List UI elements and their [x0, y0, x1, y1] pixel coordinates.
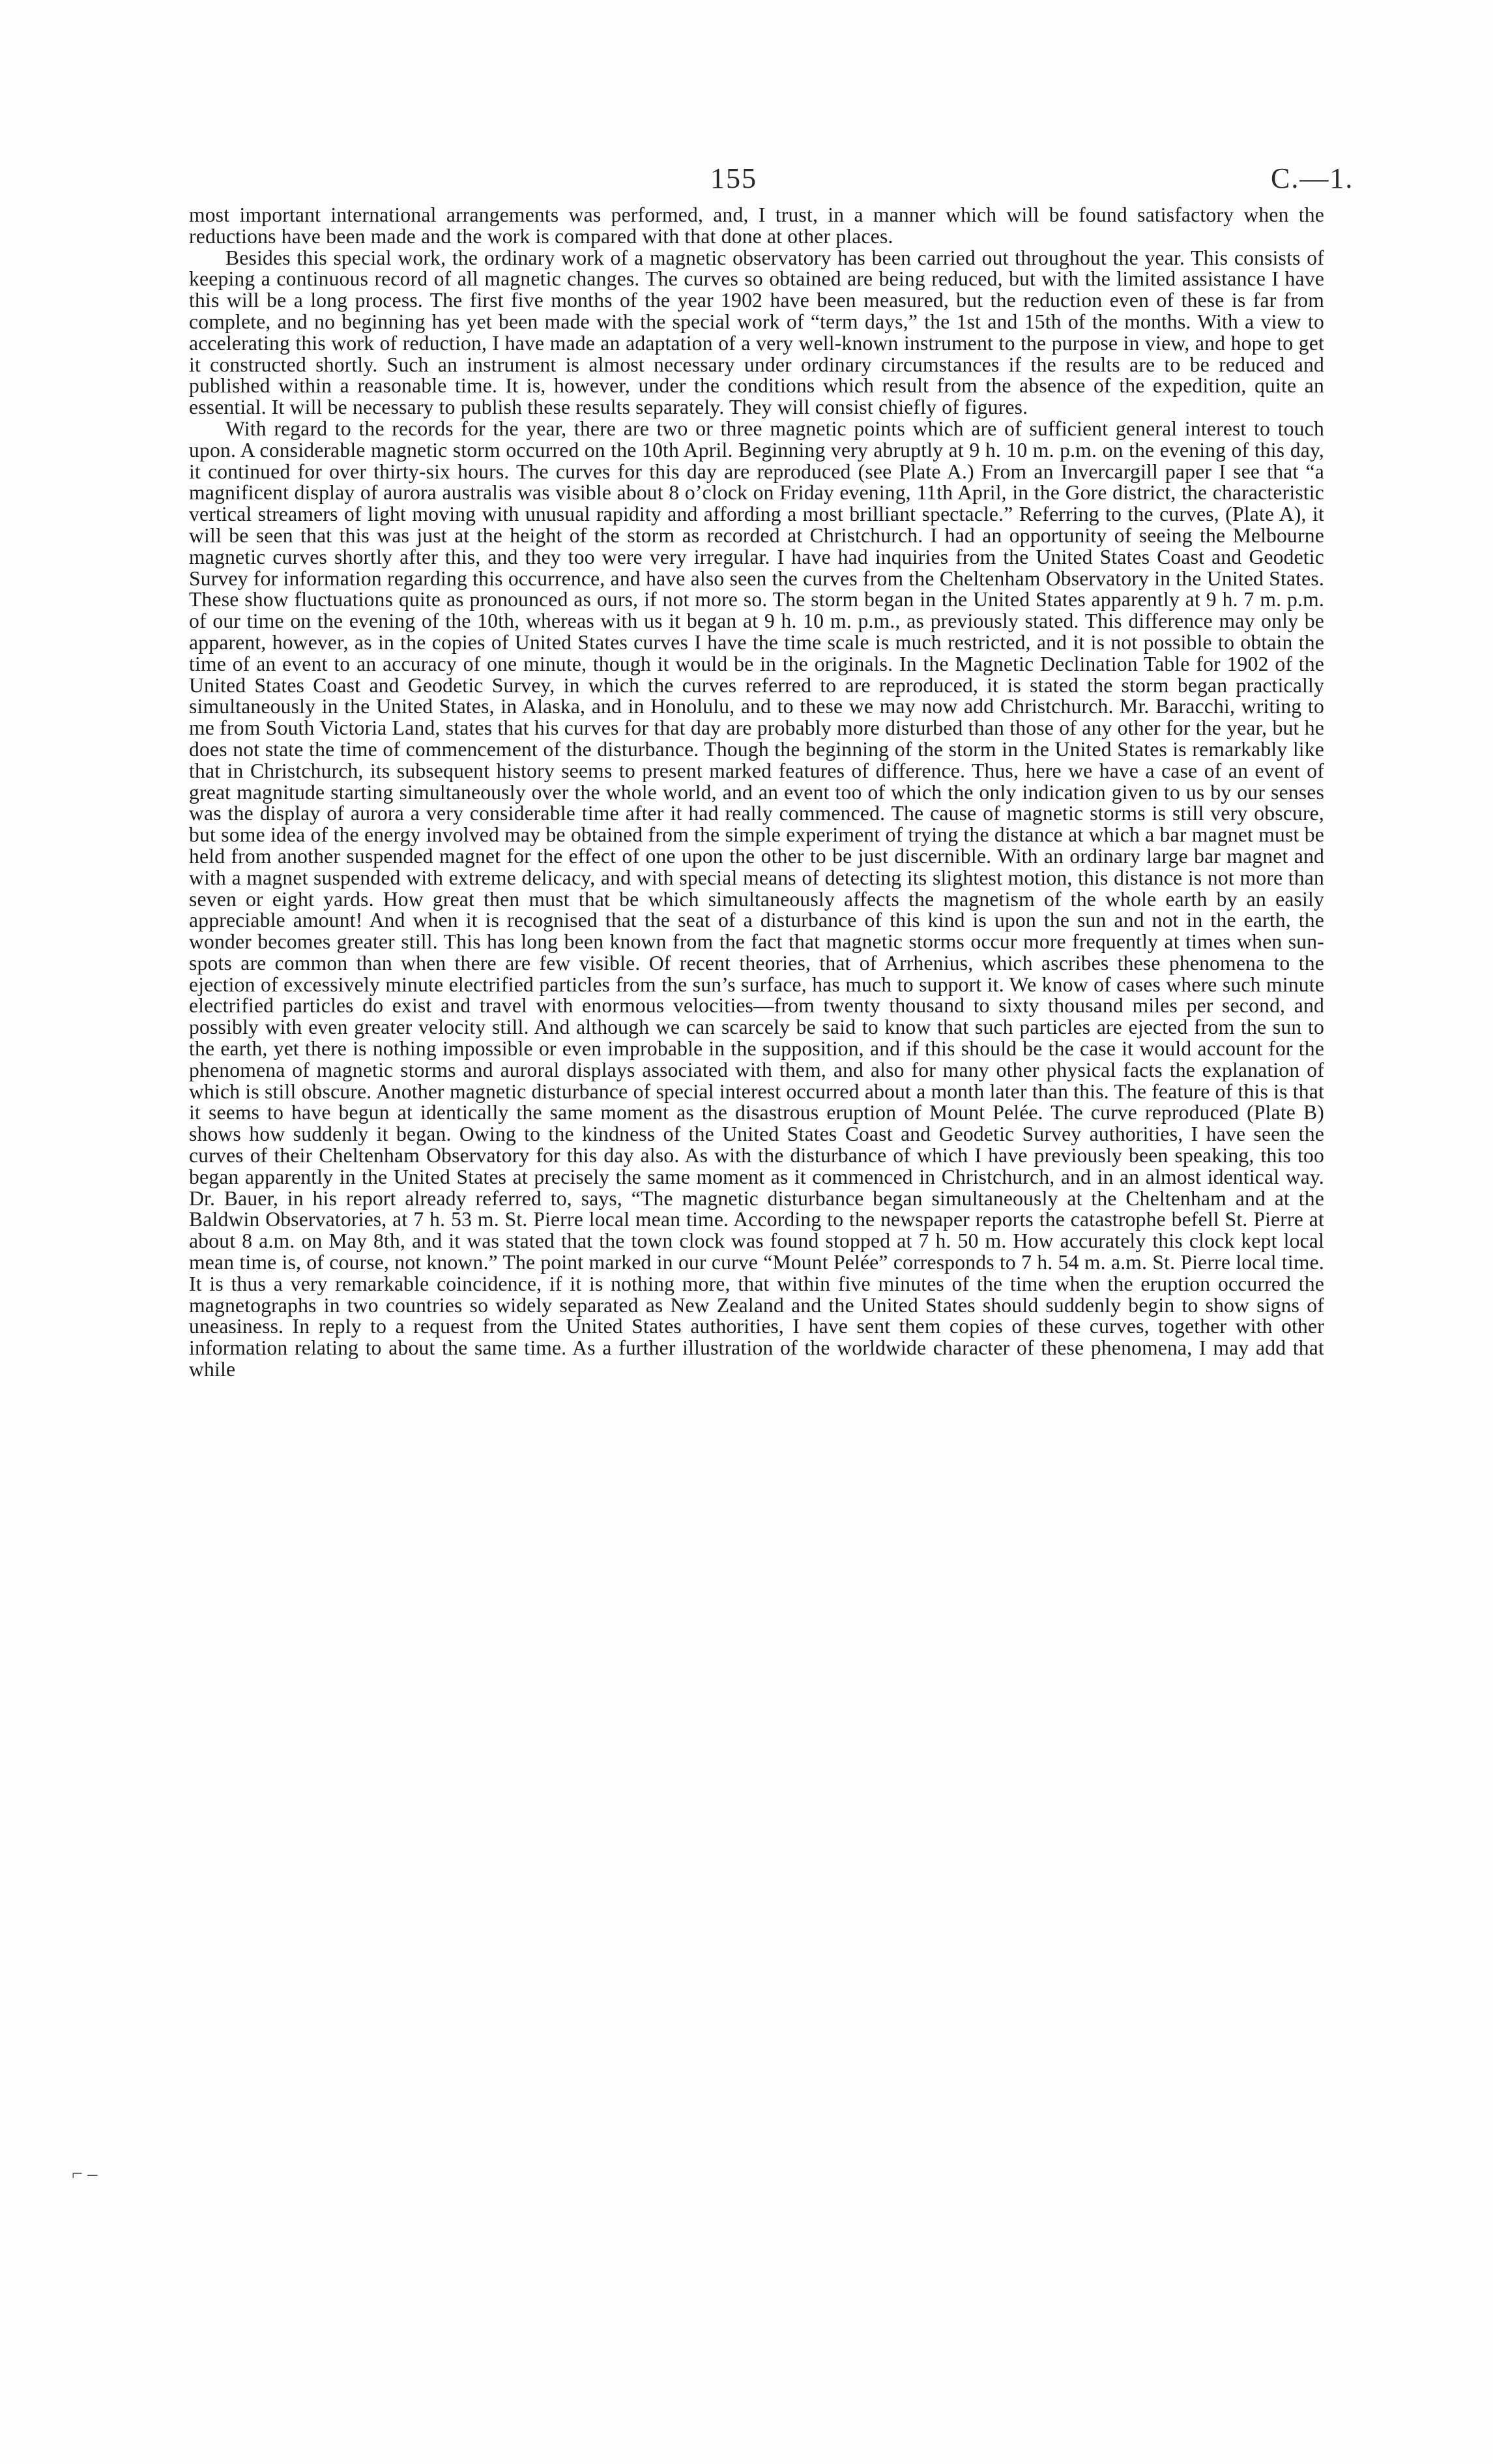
body-text — [189, 205, 1324, 1381]
paragraph-magnetic-storms: With regard to the records for the year, there are two or three magnetic points which are of sufficient general interest to touch upon. A considerable magnetic storm occurred on the 10th April. Beginning very abruptly at 9 h. 10 m. p.m. on the evening of this day, it continued for over thirty-six hours. The curves for this day are reproduced (see Plate A.) From an Invercargill paper I see that “a magnificent display of aurora australis was visible about 8 o’clock on Friday evening, 11th April, in the Gore district, the characteristic vertical streamers of light moving with unusual rapidity and affording a most brilliant spectacle.” Referring to the curves, (Plate A), it will be seen that this was just at the height of the storm as recorded at Christchurch. I had an opportunity of seeing the Melbourne magnetic curves shortly after this, and they too were very irregular. I have had inquiries from the United States Coast and Geodetic Survey for information regarding this occurrence, and have also seen the curves from the Cheltenham Observatory in the United States. These show fluctuations quite as pronounced as ours, if not more so. The storm began in the United States apparently at 9 h. 7 m. p.m. of our time on the evening of the 10th, whereas with us it began at 9 h. 10 m. p.m., as previously stated. This difference may only be apparent, however, as in the copies of United States curves I have the time scale is much restricted, and it is not possible to obtain the time of an event to an accuracy of one minute, though it would be in the originals. In the Magnetic Declination Table for 1902 of the United States Coast and Geodetic Survey, in which the curves referred to are reproduced, it is stated the storm began practically simultaneously in the United States, in Alaska, and in Honolulu, and to these we may now add Christchurch. Mr. Baracchi, writing to me from South Victoria Land, states that his curves for that day are probably more disturbed than those of any other for the year, but he does not state the time of commencement of the disturbance. Though the beginning of the storm in the United States is remarkably like that in Christchurch, its subsequent history seems to present marked features of difference. Thus, here we have a case of an event of great magnitude starting simultaneously over the whole world, and an event too of which the only indication given to us by our senses was the display of aurora a very considerable time after it had really commenced. The cause of magnetic storms is still very obscure, but some idea of the energy involved may be obtained from the simple experiment of trying the distance at which a bar magnet must be held from another suspended magnet for the effect of one upon the other to be just discernible. With an ordinary large bar magnet and with a magnet suspended with extreme delicacy, and with special means of detecting its slightest motion, this distance is not more than seven or eight yards. How great then must that be which simultaneously affects the magnetism of the whole earth by an easily appreciable amount! And when it is recognised that the seat of a disturbance of this kind is upon the sun and not in the earth, the wonder becomes greater still. This has long been known from the fact that magnetic storms occur more frequently at times when sun-spots are common than when there are few visible. Of recent theories, that of Arrhenius, which ascribes these phenomena to the ejection of excessively minute electrified particles from the sun’s surface, has much to support it. We know of cases where such minute electrified particles do exist and travel with enormous velocities—from twenty thousand to sixty thousand miles per second, and possibly with even greater velocity still. And although we can scarcely be said to know that such particles are ejected from the sun to the earth, yet there is nothing impossible or even improbable in the supposition, and if this should be the case it would account for the phenomena of magnetic storms and auroral displays associated with them, and also for many other physical facts the explanation of which is still obscure. Another magnetic disturbance of special interest occurred about a month later than this. The feature of this is that it seems to have begun at identically the same moment as the disastrous eruption of Mount Pelée. The curve reproduced (Plate B) shows how suddenly it began. Owing to the kindness of the United States Coast and Geodetic Survey authorities, I have seen the curves of their Cheltenham Observatory for this day also. As with the disturbance of which I have previously been speaking, this too began apparently in the United States at precisely the same moment as it commenced in Christchurch, and in an almost identical way. Dr. Bauer, in his report already referred to, says, “The magnetic disturbance began simultaneously at the Cheltenham and at the Baldwin Observatories, at 7 h. 53 m. St. Pierre local mean time. According to the newspaper reports the catastrophe befell St. Pierre at about 8 a.m. on May 8th, and it was stated that the town clock was found stopped at 7 h. 50 m. How accurately this clock kept local mean time is, of course, not known.” The point marked in our curve “Mount Pelée” corresponds to 7 h. 54 m. a.m. St. Pierre local time. It is thus a very remarkable coincidence, if it is nothing more, that within five minutes of the time when the eruption occurred the magnetographs in two countries so widely separated as New Zealand and the United States should suddenly begin to show signs of uneasiness. In reply to a request from the United States authorities, I have sent them copies of these curves, together with other information relating to about the same time. As a further illustration of the worldwide character of these phenomena, I may add that while — [189, 417, 1324, 1381]
paragraph-continuation: most important international arrangements was performed, and, I trust, in a manner which will be found satisfactory when the reductions have been made and the work is compared with that done at other places. — [189, 203, 1324, 248]
page-number: 155 — [710, 162, 757, 194]
margin-pencil-mark: ⌐ ‒ — [72, 2163, 98, 2184]
page-header — [0, 162, 1493, 207]
paragraph-ordinary-work: Besides this special work, the ordinary work of a magnetic observatory has been carried out throughout the year. This consists of keeping a continuous record of all magnetic changes. The curves so obtained are being reduced, but with the limited assistance I have this will be a long process. The first five months of the year 1902 have been measured, but the reduction even of these is far from complete, and no beginning has yet been made with the special work of “term days,” the 1st and 15th of the months. With a view to accelerating this work of reduction, I have made an adaptation of a very well-known instrument to the purpose in view, and hope to get it constructed shortly. Such an instrument is almost necessary under ordinary circumstances if the results are to be reduced and published within a reasonable time. It is, however, under the conditions which result from the absence of the expedition, quite an essential. It will be necessary to publish these results separately. They will consist chiefly of figures. — [189, 246, 1324, 419]
document-code: C.—1. — [1271, 162, 1354, 194]
